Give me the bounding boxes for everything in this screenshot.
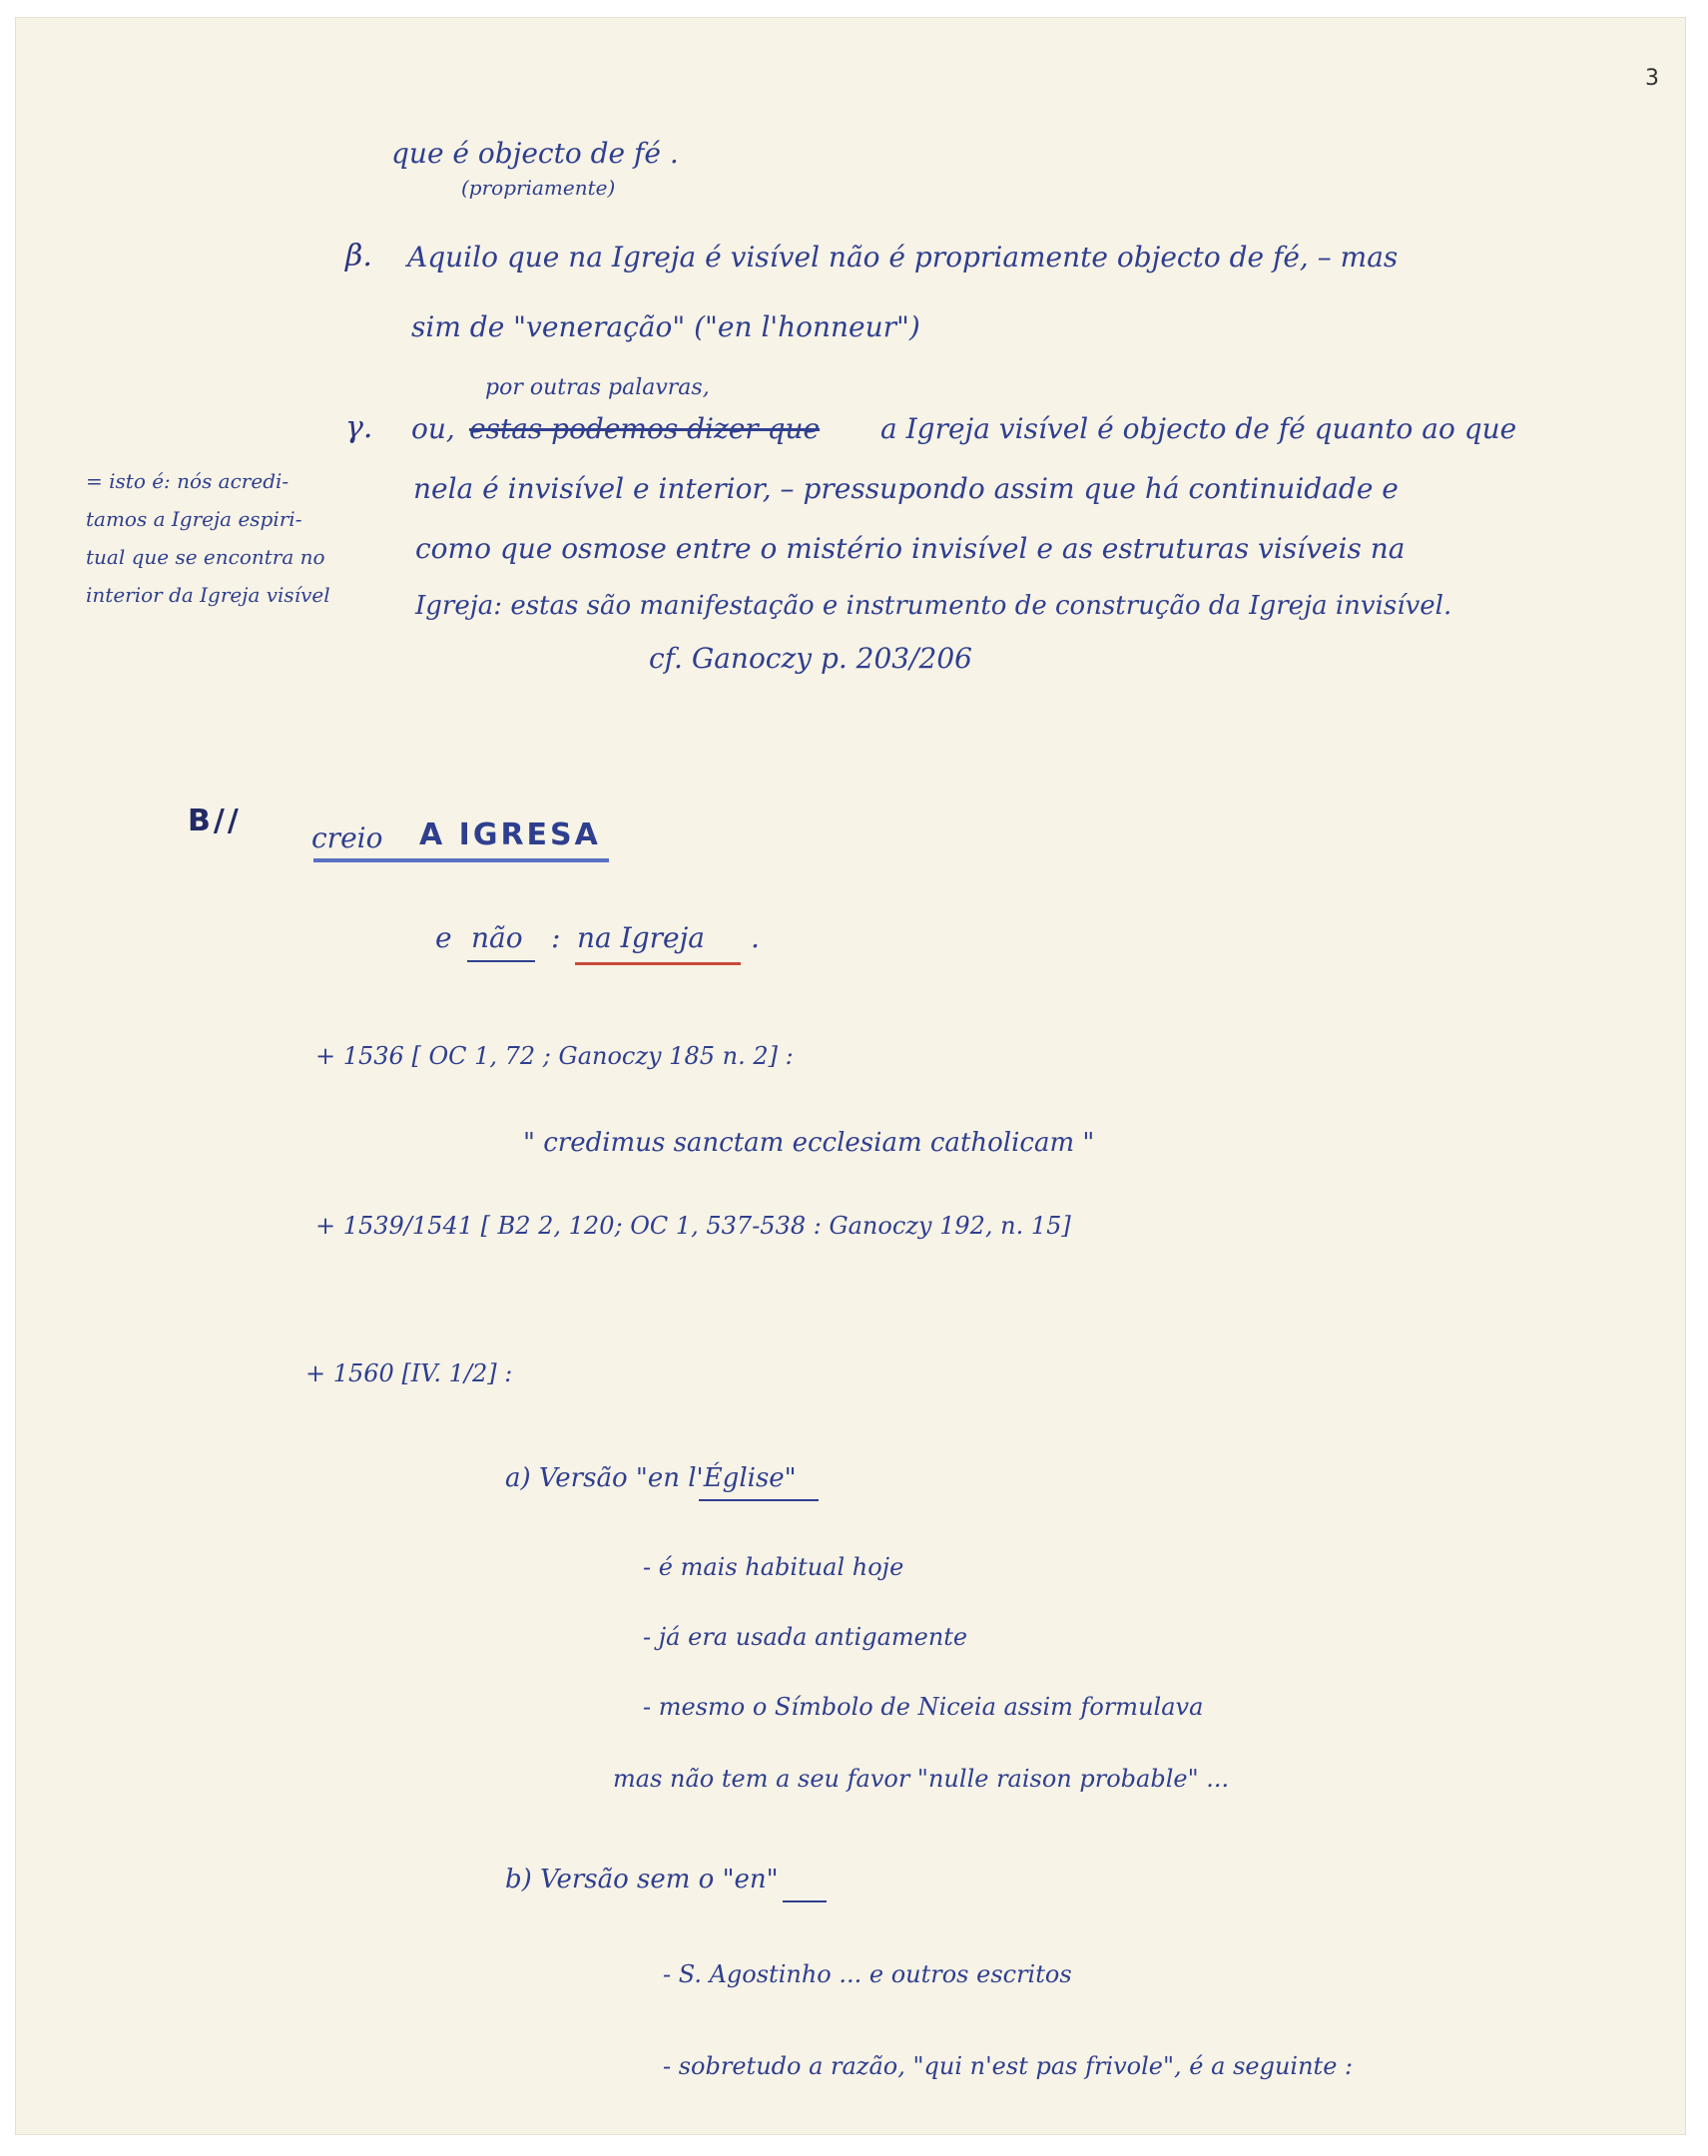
section-title: A IGRESA <box>419 817 601 852</box>
subheading-nao: não <box>471 921 523 954</box>
manuscript-page <box>16 18 1685 2134</box>
page-number: 3 <box>1645 66 1659 91</box>
version-b: b) Versão sem o "en" <box>505 1865 779 1894</box>
subheading-colon: : <box>551 921 561 954</box>
gamma-reference: cf. Ganoczy p. 203/206 <box>649 642 972 675</box>
subheading-end: . <box>751 921 760 954</box>
gamma-insert: por outras palavras, <box>485 375 710 400</box>
top-insert: (propriamente) <box>461 176 616 200</box>
top-line: que é objecto de fé . <box>391 137 679 170</box>
version-b-underline <box>783 1900 827 1902</box>
beta-line-2: sim de "veneração" ("en l'honneur") <box>411 310 920 343</box>
version-a: a) Versão "en l'Église" <box>505 1463 797 1493</box>
quote-1536: " credimus sanctam ecclesiam catholicam " <box>523 1128 1095 1158</box>
gamma-line-3: como que osmose entre o mistério invisível e as estruturas visíveis na <box>415 532 1406 565</box>
gamma-prefix: ou, <box>411 412 455 445</box>
version-a-item: - já era usada antigamente <box>643 1623 968 1651</box>
version-a-note: mas não tem a seu favor "nulle raison probable" ... <box>613 1765 1230 1793</box>
entry-1536: + 1536 [ OC 1, 72 ; Ganoczy 185 n. 2] : <box>315 1042 794 1070</box>
gamma-struck-text: estas podemos dizer que <box>469 412 821 445</box>
version-a-item: - mesmo o Símbolo de Niceia assim formulava <box>643 1693 1204 1721</box>
gamma-line-1: a Igreja visível é objecto de fé quanto ao que <box>880 412 1517 445</box>
margin-note-line: tamos a Igreja espiri- <box>86 507 302 531</box>
subheading-e: e <box>435 921 452 954</box>
gamma-line-2: nela é invisível e interior, – pressupondo assim que há continuidade e <box>413 472 1399 505</box>
gamma-marker: γ. <box>345 410 373 445</box>
subheading-na-igreja: na Igreja <box>577 921 705 954</box>
section-prefix: creio <box>311 821 383 854</box>
version-b-item: - S. Agostinho ... e outros escritos <box>663 1960 1072 1988</box>
nao-underline <box>467 960 535 962</box>
margin-note-line: = isto é: nós acredi- <box>86 469 289 493</box>
na-igreja-underline <box>575 962 741 965</box>
version-a-underline <box>699 1499 819 1501</box>
section-underline <box>313 858 609 862</box>
section-marker: B// <box>188 804 242 838</box>
margin-note-line: tual que se encontra no <box>86 545 325 569</box>
gamma-line-4: Igreja: estas são manifestação e instrumento de construção da Igreja invisível. <box>415 591 1452 621</box>
entry-1560: + 1560 [IV. 1/2] : <box>305 1359 513 1387</box>
version-a-item: - é mais habitual hoje <box>643 1553 904 1581</box>
beta-marker: β. <box>345 239 372 273</box>
entry-1539: + 1539/1541 [ B2 2, 120; OC 1, 537-538 : Ganoczy 192, n. 15] <box>315 1212 1071 1240</box>
beta-line-1: Aquilo que na Igreja é visível não é propriamente objecto de fé, – mas <box>407 241 1399 273</box>
version-b-item: - sobretudo a razão, "qui n'est pas frivole", é a seguinte : <box>663 2052 1354 2080</box>
margin-note-line: interior da Igreja visível <box>86 583 330 607</box>
